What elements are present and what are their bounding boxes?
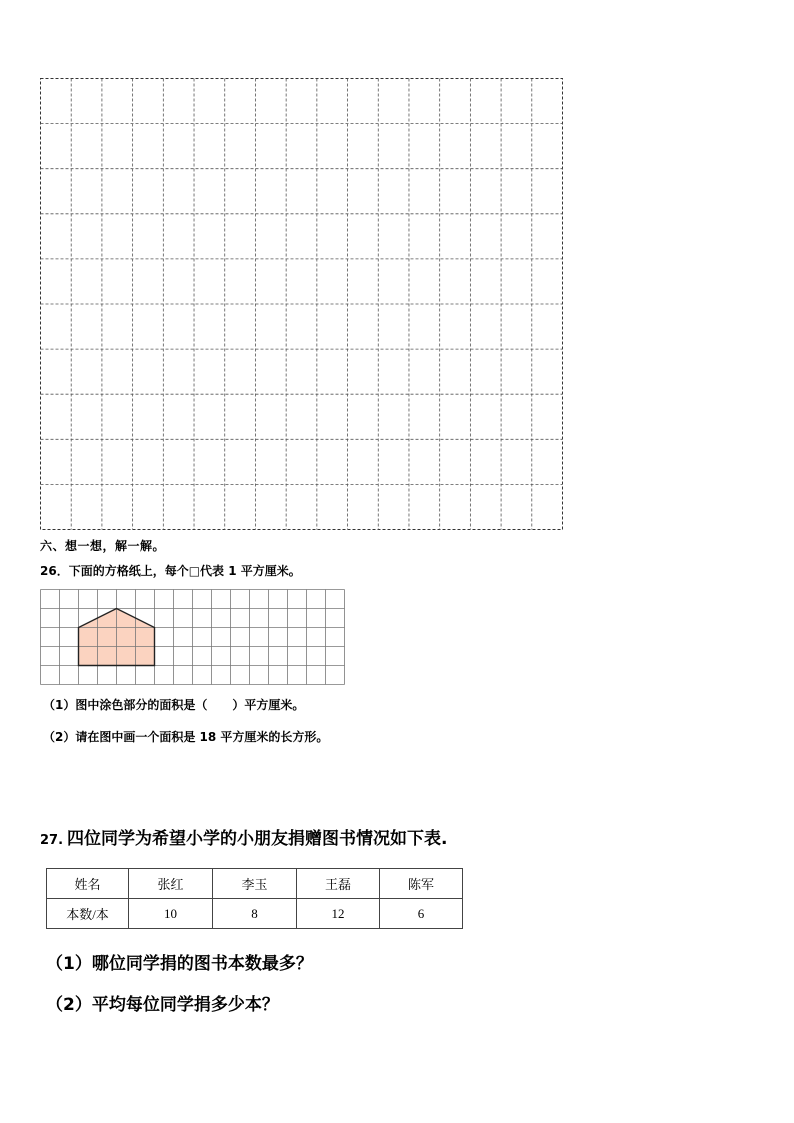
question-27-number: 27. (40, 833, 64, 848)
question-27-sub2: （2）平均每位同学捐多少本？ (46, 995, 279, 1015)
table-header-cell: 李玉 (213, 869, 297, 899)
question-27-text: 四位同学为希望小学的小朋友捐赠图书情况如下表. (67, 829, 448, 849)
answer-writing-grid (40, 78, 563, 530)
question-26-title: 26．下面的方格纸上，每个□代表 1 平方厘米。 (40, 564, 301, 578)
table-cell: 12 (297, 899, 380, 929)
table-header-cell: 张红 (129, 869, 213, 899)
question-26-sub2: （2）请在图中画一个面积是 18 平方厘米的长方形。 (43, 730, 329, 744)
question-27-title (40, 824, 448, 849)
question-26-sub1: （1）图中涂色部分的面积是（ ）平方厘米。 (43, 698, 305, 712)
question-26-figure (40, 589, 346, 685)
table-cell: 6 (380, 899, 463, 929)
table-cell: 10 (129, 899, 213, 929)
table-header-cell: 陈军 (380, 869, 463, 899)
table-row (47, 899, 463, 929)
section-heading: 六、想一想，解一解。 (40, 539, 166, 553)
table-header-cell: 姓名 (47, 869, 129, 899)
donation-table (46, 868, 463, 929)
table-header-row (47, 869, 463, 899)
table-cell: 8 (213, 899, 297, 929)
square-grid-svg (40, 589, 346, 685)
question-27-sub1: （1）哪位同学捐的图书本数最多？ (46, 954, 313, 974)
writing-grid-svg (40, 78, 563, 530)
table-header-cell: 王磊 (297, 869, 380, 899)
table-cell: 本数/本 (47, 899, 129, 929)
